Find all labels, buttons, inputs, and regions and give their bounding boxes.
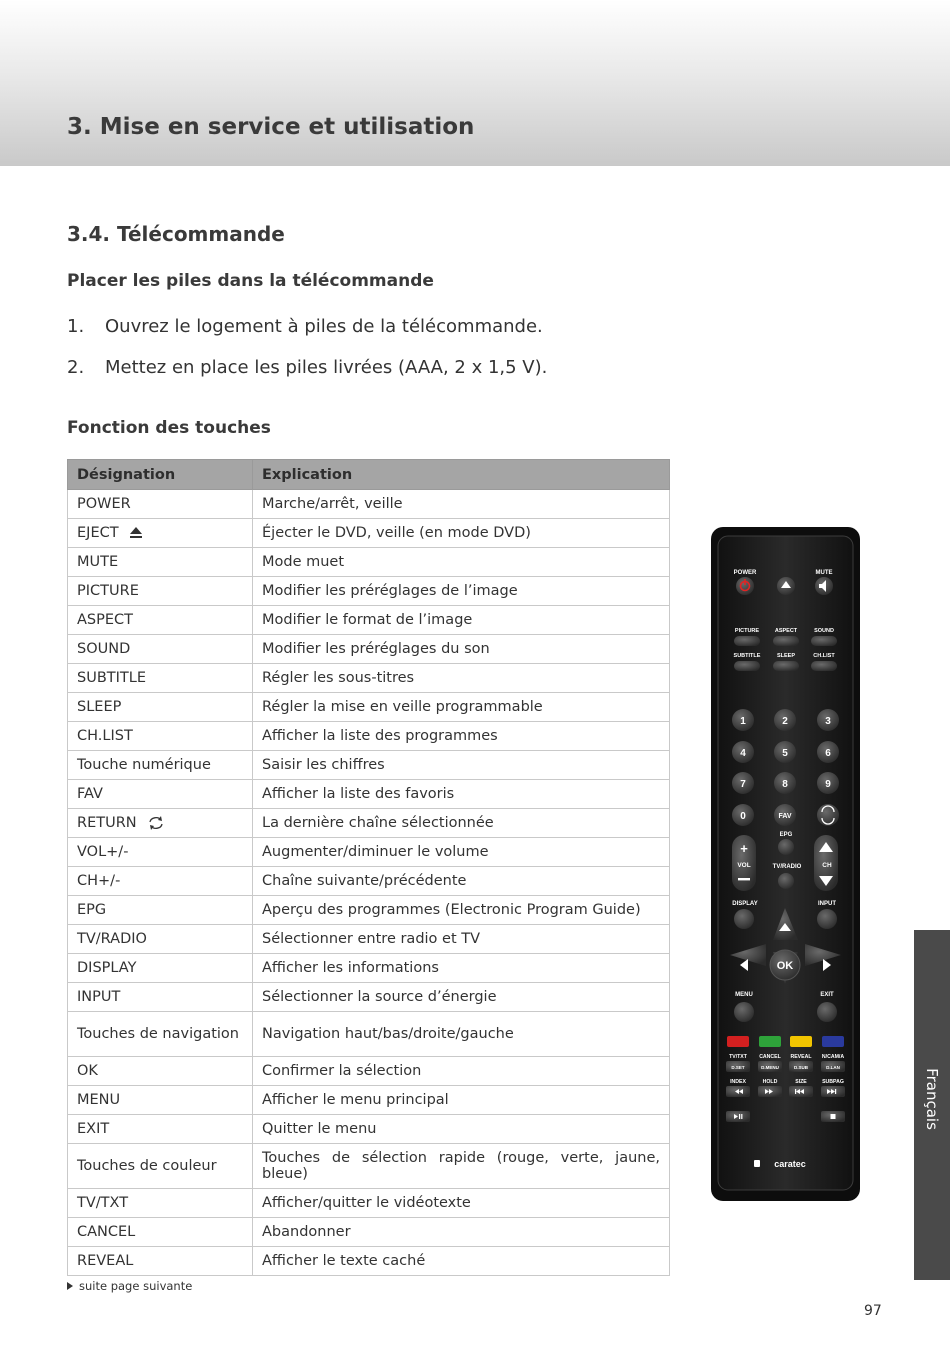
key-explanation: Régler les sous-titres: [262, 670, 415, 686]
key-explanation: Afficher/quitter le vidéotexte: [262, 1195, 471, 1211]
remote-digit-2: 2: [782, 716, 788, 727]
key-explanation: Régler la mise en veille programmable: [262, 699, 543, 715]
remote-label-fav: FAV: [778, 813, 792, 820]
remote-label-cancel: CANCEL: [759, 1054, 781, 1060]
remote-epg-button: [778, 839, 794, 855]
section-title: 3.4. Télécommande: [67, 222, 285, 246]
key-explanation: Sélectionner entre radio et TV: [262, 931, 481, 947]
remote-digit-3: 3: [825, 716, 831, 727]
remote-label-sleep: SLEEP: [776, 653, 796, 659]
eject-icon: [129, 527, 143, 539]
key-explanation: Modifier le format de l’image: [262, 612, 473, 628]
table-row: [68, 925, 670, 954]
key-explanation: Afficher la liste des favoris: [262, 786, 455, 802]
column-header-designation: Désignation: [68, 460, 253, 490]
key-name-cell: [68, 1189, 253, 1218]
table-row: [68, 751, 670, 780]
key-name: VOL+/-: [77, 844, 129, 860]
remote-red-key: [727, 1036, 749, 1047]
remote-label-ch: CH: [822, 862, 832, 869]
key-explanation-cell: [253, 751, 670, 780]
remote-sound-button: [811, 636, 837, 646]
table-row: [68, 838, 670, 867]
key-name: EJECT: [77, 525, 119, 541]
key-explanation: Navigation haut/bas/droite/gauche: [262, 1026, 514, 1042]
key-name: CH+/-: [77, 873, 121, 889]
key-explanation-cell: [253, 809, 670, 838]
table-row: [68, 519, 670, 548]
remote-digit-4: 4: [740, 748, 746, 759]
list-item: [67, 313, 547, 354]
remote-control-illustration: [710, 526, 861, 1202]
key-explanation: Quitter le menu: [262, 1121, 377, 1137]
table-row: [68, 1086, 670, 1115]
key-explanation: La dernière chaîne sélectionnée: [262, 815, 494, 831]
table-row: [68, 693, 670, 722]
key-name: EXIT: [77, 1121, 110, 1137]
list-item: [67, 354, 547, 395]
remote-digit-9: 9: [825, 779, 831, 790]
key-name: Touche numérique: [77, 757, 211, 773]
key-name-cell: [68, 983, 253, 1012]
key-explanation-cell: [253, 1218, 670, 1247]
key-name-cell: [68, 664, 253, 693]
key-explanation-cell: [253, 925, 670, 954]
key-explanation-cell: [253, 1189, 670, 1218]
table-row: [68, 635, 670, 664]
remote-label-tvradio: TV/RADIO: [772, 864, 802, 870]
table-row: [68, 1218, 670, 1247]
key-name: MUTE: [77, 554, 119, 570]
remote-digit-8: 8: [782, 779, 788, 790]
key-explanation: Mode muet: [262, 554, 345, 570]
remote-label-vol: VOL: [737, 862, 751, 869]
key-name-cell: [68, 1247, 253, 1276]
remote-label-hold: HOLD: [762, 1079, 778, 1085]
remote-digit-6: 6: [825, 748, 831, 759]
key-name: REVEAL: [77, 1253, 134, 1269]
key-name-cell: [68, 751, 253, 780]
key-explanation: Chaîne suivante/précédente: [262, 873, 467, 889]
caratec-logo-icon: [754, 1160, 760, 1167]
table-row: [68, 1189, 670, 1218]
remote-label-subpag: SUBPAG: [822, 1079, 844, 1085]
key-function-table: [67, 459, 670, 1276]
table-row: [68, 896, 670, 925]
step-number: 2.: [67, 357, 85, 378]
remote-label-reveal: REVEAL: [790, 1054, 812, 1060]
remote-sleep-button: [773, 661, 799, 671]
remote-chlist-button: [811, 661, 837, 671]
table-row: [68, 1115, 670, 1144]
key-name-cell: [68, 867, 253, 896]
key-explanation-cell: [253, 780, 670, 809]
table-row: [68, 954, 670, 983]
volume-plus-icon: +: [740, 841, 748, 856]
key-name-cell: [68, 1086, 253, 1115]
key-name: Touches de navigation: [77, 1026, 239, 1042]
key-name: SOUND: [77, 641, 131, 657]
remote-label-display: DISPLAY: [732, 901, 758, 907]
key-name: PICTURE: [77, 583, 139, 599]
remote-label-menu: MENU: [735, 992, 753, 998]
key-name-cell: [68, 896, 253, 925]
remote-digit-0: 0: [740, 811, 746, 822]
stop-icon: [831, 1114, 836, 1119]
remote-label-ncam: N/CAM/A: [821, 1054, 845, 1060]
table-header-row: [68, 460, 670, 490]
key-name-cell: [68, 1218, 253, 1247]
key-name-cell: [68, 780, 253, 809]
remote-blue-key: [822, 1036, 844, 1047]
key-name-cell: [68, 635, 253, 664]
key-explanation: Abandonner: [262, 1224, 351, 1240]
key-explanation: Modifier les préréglages de l’image: [262, 583, 518, 599]
key-name: FAV: [77, 786, 103, 802]
language-tab-label: Français: [923, 1068, 941, 1130]
key-explanation-cell: [253, 1115, 670, 1144]
battery-steps: [67, 313, 547, 395]
remote-label-dmenu: D.MENU: [761, 1065, 779, 1070]
key-name: ASPECT: [77, 612, 134, 628]
table-row: [68, 809, 670, 838]
key-explanation-cell: [253, 1057, 670, 1086]
remote-label-tvtxt: TV/TXT: [729, 1054, 747, 1060]
key-name: OK: [77, 1063, 98, 1079]
key-explanation-cell: [253, 1247, 670, 1276]
table-row: [68, 577, 670, 606]
step-text: Mettez en place les piles livrées (AAA, 2 x 1,5 V).: [105, 357, 548, 378]
key-explanation-cell: [253, 838, 670, 867]
volume-minus-icon: [738, 878, 750, 880]
key-explanation: Confirmer la sélection: [262, 1063, 422, 1079]
table-row: [68, 606, 670, 635]
remote-key-return: [817, 804, 839, 826]
key-name-cell: [68, 1144, 253, 1189]
remote-green-key: [759, 1036, 781, 1047]
key-explanation: Afficher le texte caché: [262, 1253, 426, 1269]
key-name: TV/RADIO: [77, 931, 147, 947]
step-text: Ouvrez le logement à piles de la télécommande.: [105, 316, 543, 337]
remote-tvradio-button: [778, 873, 794, 889]
remote-label-input: INPUT: [818, 901, 836, 907]
key-name-cell: [68, 606, 253, 635]
key-explanation: Sélectionner la source d’énergie: [262, 989, 497, 1005]
chapter-title: 3. Mise en service et utilisation: [67, 114, 475, 140]
table-row: [68, 983, 670, 1012]
continued-note-text: suite page suivante: [79, 1279, 193, 1293]
remote-label-size: SIZE: [795, 1079, 807, 1085]
continued-note: [67, 1279, 192, 1293]
key-name-cell: [68, 1115, 253, 1144]
remote-label-dsub: D.SUB: [793, 1065, 809, 1070]
remote-label-epg: EPG: [779, 832, 793, 838]
key-explanation-cell: [253, 606, 670, 635]
table-row: [68, 1012, 670, 1057]
key-name-cell: [68, 1057, 253, 1086]
key-explanation-cell: [253, 635, 670, 664]
remote-label-mute: MUTE: [815, 570, 833, 576]
remote-exit-button: [817, 1002, 837, 1022]
table-row: [68, 1057, 670, 1086]
triangle-bullet-icon: [67, 1282, 73, 1290]
key-explanation: Éjecter le DVD, veille (en mode DVD): [262, 525, 531, 541]
table-row: [68, 1144, 670, 1189]
table-row: [68, 1247, 670, 1276]
remote-menu-button: [734, 1002, 754, 1022]
key-name-cell: [68, 693, 253, 722]
key-name: CH.LIST: [77, 728, 133, 744]
key-explanation: Afficher le menu principal: [262, 1092, 449, 1108]
key-name-cell: [68, 925, 253, 954]
key-explanation-cell: [253, 664, 670, 693]
table-row: [68, 780, 670, 809]
remote-picture-button: [734, 636, 760, 646]
key-explanation: Afficher la liste des programmes: [262, 728, 498, 744]
remote-input-button: [817, 909, 837, 929]
key-name: DISPLAY: [77, 960, 137, 976]
remote-label-dlan: D.LAN: [826, 1065, 840, 1070]
key-explanation-cell: [253, 983, 670, 1012]
table-row: [68, 722, 670, 751]
remote-subtitle-button: [734, 661, 760, 671]
key-name: CANCEL: [77, 1224, 136, 1240]
key-explanation-cell: [253, 519, 670, 548]
key-explanation-cell: [253, 693, 670, 722]
key-name: RETURN: [77, 815, 137, 831]
remote-digit-7: 7: [740, 779, 746, 790]
table-row: [68, 867, 670, 896]
remote-label-ok: OK: [776, 960, 794, 972]
column-header-explication: Explication: [253, 460, 670, 490]
key-explanation-cell: [253, 490, 670, 519]
key-name-cell: [68, 548, 253, 577]
key-name: Touches de couleur: [77, 1158, 217, 1174]
key-explanation: Augmenter/diminuer le volume: [262, 844, 489, 860]
key-explanation-cell: [253, 1144, 670, 1189]
table-row: [68, 548, 670, 577]
key-name: INPUT: [77, 989, 121, 1005]
remote-aspect-button: [773, 636, 799, 646]
remote-label-picture: PICTURE: [734, 628, 760, 634]
key-explanation-cell: [253, 548, 670, 577]
key-explanation: Aperçu des programmes (Electronic Program Guide): [262, 902, 641, 918]
remote-label-sound: SOUND: [814, 628, 834, 634]
key-name-cell: [68, 1012, 253, 1057]
remote-label-dset: D.SET: [731, 1065, 745, 1070]
language-tab: [914, 930, 950, 1280]
key-name: MENU: [77, 1092, 121, 1108]
key-name-cell: [68, 809, 253, 838]
key-explanation-cell: [253, 722, 670, 751]
remote-label-exit: EXIT: [820, 992, 834, 998]
key-name-cell: [68, 490, 253, 519]
return-icon: [147, 814, 165, 832]
remote-brand: caratec: [774, 1159, 806, 1169]
key-name: POWER: [77, 496, 131, 512]
key-explanation: Touches de sélection rapide (rouge, verte, jaune, bleue): [262, 1150, 660, 1182]
key-name: EPG: [77, 902, 107, 918]
table-row: [68, 664, 670, 693]
key-name: SLEEP: [77, 699, 122, 715]
remote-digit-1: 1: [740, 716, 746, 727]
key-name-cell: [68, 838, 253, 867]
key-explanation-cell: [253, 954, 670, 983]
remote-display-button: [734, 909, 754, 929]
table-body: [68, 490, 670, 1276]
step-number: 1.: [67, 316, 85, 337]
key-explanation-cell: [253, 1086, 670, 1115]
remote-label-chlist: CH.LIST: [813, 653, 835, 659]
key-explanation-cell: [253, 577, 670, 606]
key-explanation-cell: [253, 1012, 670, 1057]
remote-label-subtitle: SUBTITLE: [733, 653, 761, 659]
key-name-cell: [68, 577, 253, 606]
key-name-cell: [68, 722, 253, 751]
key-explanation-cell: [253, 867, 670, 896]
remote-label-power: POWER: [733, 570, 757, 576]
key-explanation: Marche/arrêt, veille: [262, 496, 403, 512]
header-band: [0, 0, 950, 166]
key-explanation: Saisir les chiffres: [262, 757, 385, 773]
table-row: [68, 490, 670, 519]
functions-heading: Fonction des touches: [67, 418, 271, 438]
remote-yellow-key: [790, 1036, 812, 1047]
page-number: 97: [864, 1303, 882, 1319]
key-explanation: Afficher les informations: [262, 960, 439, 976]
key-name-cell: [68, 954, 253, 983]
key-name-cell: [68, 519, 253, 548]
remote-digit-5: 5: [782, 748, 788, 759]
remote-label-index: INDEX: [730, 1079, 746, 1085]
key-name: SUBTITLE: [77, 670, 146, 686]
key-explanation-cell: [253, 896, 670, 925]
batteries-heading: Placer les piles dans la télécommande: [67, 271, 434, 291]
key-name: TV/TXT: [77, 1195, 129, 1211]
key-explanation: Modifier les préréglages du son: [262, 641, 490, 657]
remote-label-aspect: ASPECT: [774, 628, 798, 634]
